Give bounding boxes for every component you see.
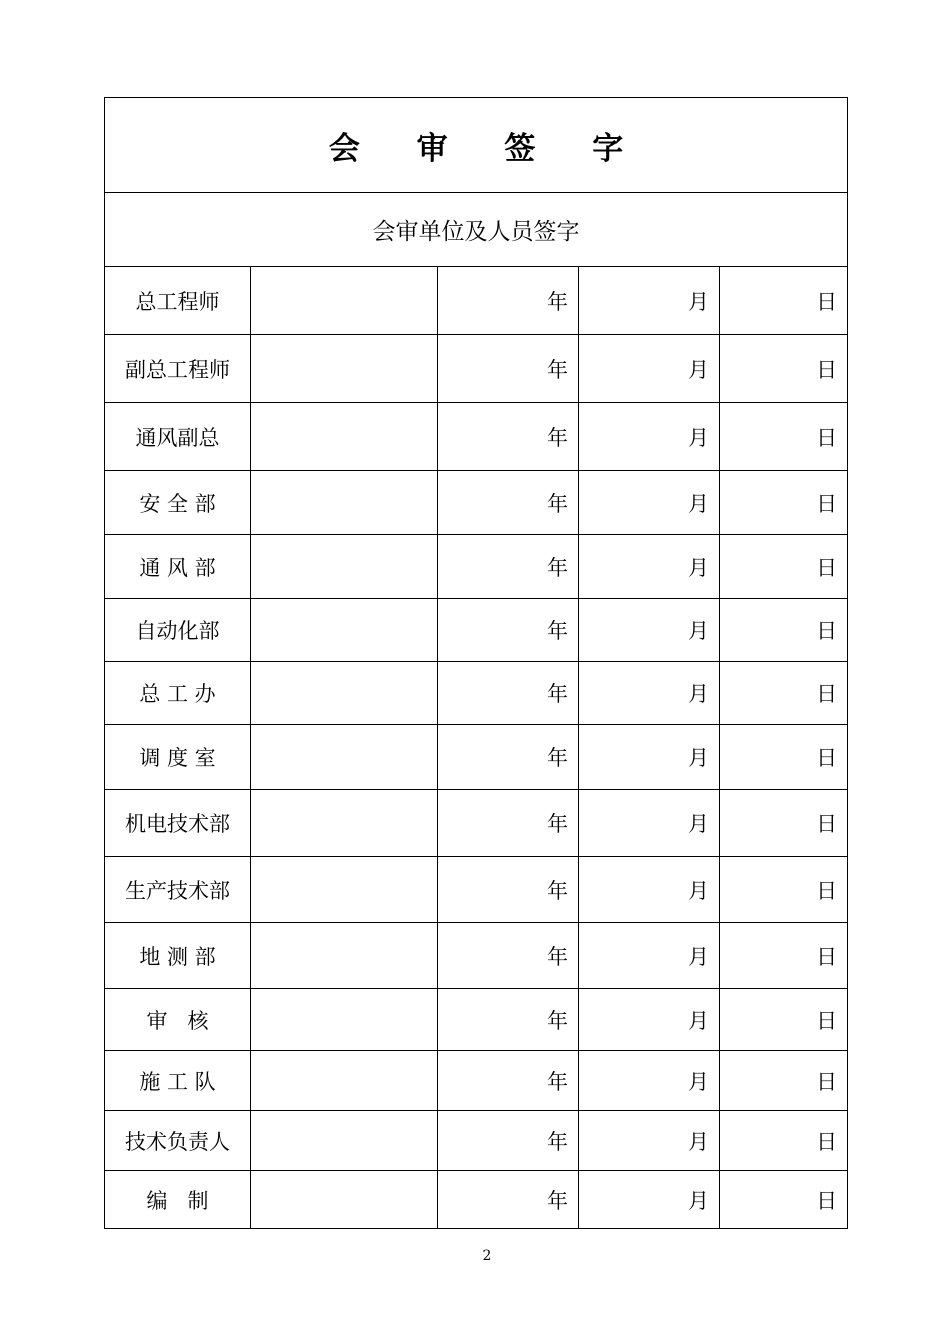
day-cell[interactable]: 日 bbox=[720, 989, 848, 1051]
year-cell[interactable]: 年 bbox=[438, 790, 579, 857]
year-cell[interactable]: 年 bbox=[438, 267, 579, 335]
year-cell[interactable]: 年 bbox=[438, 923, 579, 989]
department-label: 总 工 办 bbox=[105, 662, 251, 725]
signature-field[interactable] bbox=[251, 662, 438, 725]
month-cell[interactable]: 月 bbox=[579, 599, 720, 662]
department-label: 安 全 部 bbox=[105, 471, 251, 535]
month-cell[interactable]: 月 bbox=[579, 535, 720, 599]
signature-row bbox=[105, 471, 848, 535]
year-cell[interactable]: 年 bbox=[438, 599, 579, 662]
year-cell[interactable]: 年 bbox=[438, 1171, 579, 1229]
signature-field[interactable] bbox=[251, 471, 438, 535]
month-cell[interactable]: 月 bbox=[579, 923, 720, 989]
signature-row bbox=[105, 1111, 848, 1171]
page-number: 2 bbox=[482, 1248, 492, 1264]
signature-field[interactable] bbox=[251, 335, 438, 403]
day-cell[interactable]: 日 bbox=[720, 923, 848, 989]
signature-row bbox=[105, 857, 848, 923]
section-subtitle: 会审单位及人员签字 bbox=[105, 193, 848, 267]
department-label: 地 测 部 bbox=[105, 923, 251, 989]
signature-field[interactable] bbox=[251, 790, 438, 857]
year-cell[interactable]: 年 bbox=[438, 662, 579, 725]
signature-field[interactable] bbox=[251, 989, 438, 1051]
day-cell[interactable]: 日 bbox=[720, 662, 848, 725]
department-label: 技术负责人 bbox=[105, 1111, 251, 1171]
month-cell[interactable]: 月 bbox=[579, 790, 720, 857]
signature-row bbox=[105, 989, 848, 1051]
year-cell[interactable]: 年 bbox=[438, 335, 579, 403]
department-label: 生产技术部 bbox=[105, 857, 251, 923]
year-cell[interactable]: 年 bbox=[438, 1051, 579, 1111]
year-cell[interactable]: 年 bbox=[438, 471, 579, 535]
signature-field[interactable] bbox=[251, 267, 438, 335]
signature-row bbox=[105, 923, 848, 989]
signature-field[interactable] bbox=[251, 857, 438, 923]
signature-row bbox=[105, 267, 848, 335]
year-cell[interactable]: 年 bbox=[438, 989, 579, 1051]
year-cell[interactable]: 年 bbox=[438, 857, 579, 923]
department-label: 审 核 bbox=[105, 989, 251, 1051]
title-row bbox=[105, 98, 848, 193]
day-cell[interactable]: 日 bbox=[720, 267, 848, 335]
day-cell[interactable]: 日 bbox=[720, 403, 848, 471]
day-cell[interactable]: 日 bbox=[720, 599, 848, 662]
month-cell[interactable]: 月 bbox=[579, 662, 720, 725]
day-cell[interactable]: 日 bbox=[720, 335, 848, 403]
department-label: 调 度 室 bbox=[105, 725, 251, 790]
signature-field[interactable] bbox=[251, 1051, 438, 1111]
department-label: 机电技术部 bbox=[105, 790, 251, 857]
signature-row bbox=[105, 662, 848, 725]
department-label: 施 工 队 bbox=[105, 1051, 251, 1111]
month-cell[interactable]: 月 bbox=[579, 989, 720, 1051]
day-cell[interactable]: 日 bbox=[720, 471, 848, 535]
month-cell[interactable]: 月 bbox=[579, 471, 720, 535]
day-cell[interactable]: 日 bbox=[720, 725, 848, 790]
signature-table bbox=[104, 97, 848, 1229]
day-cell[interactable]: 日 bbox=[720, 1111, 848, 1171]
year-cell[interactable]: 年 bbox=[438, 403, 579, 471]
month-cell[interactable]: 月 bbox=[579, 1051, 720, 1111]
day-cell[interactable]: 日 bbox=[720, 790, 848, 857]
signature-row bbox=[105, 725, 848, 790]
subtitle-row bbox=[105, 193, 848, 267]
signature-row bbox=[105, 535, 848, 599]
department-label: 总工程师 bbox=[105, 267, 251, 335]
month-cell[interactable]: 月 bbox=[579, 857, 720, 923]
signature-field[interactable] bbox=[251, 923, 438, 989]
page-title: 会 审 签 字 bbox=[105, 98, 848, 193]
year-cell[interactable]: 年 bbox=[438, 1111, 579, 1171]
signature-field[interactable] bbox=[251, 1171, 438, 1229]
signature-row bbox=[105, 1171, 848, 1229]
signature-field[interactable] bbox=[251, 599, 438, 662]
department-label: 自动化部 bbox=[105, 599, 251, 662]
signature-field[interactable] bbox=[251, 403, 438, 471]
department-label: 副总工程师 bbox=[105, 335, 251, 403]
department-label: 通风副总 bbox=[105, 403, 251, 471]
day-cell[interactable]: 日 bbox=[720, 1051, 848, 1111]
year-cell[interactable]: 年 bbox=[438, 535, 579, 599]
month-cell[interactable]: 月 bbox=[579, 335, 720, 403]
month-cell[interactable]: 月 bbox=[579, 1171, 720, 1229]
signature-row bbox=[105, 403, 848, 471]
signature-field[interactable] bbox=[251, 1111, 438, 1171]
signature-field[interactable] bbox=[251, 725, 438, 790]
month-cell[interactable]: 月 bbox=[579, 267, 720, 335]
signature-row bbox=[105, 599, 848, 662]
day-cell[interactable]: 日 bbox=[720, 535, 848, 599]
signature-row bbox=[105, 335, 848, 403]
month-cell[interactable]: 月 bbox=[579, 403, 720, 471]
signature-row bbox=[105, 1051, 848, 1111]
department-label: 编 制 bbox=[105, 1171, 251, 1229]
month-cell[interactable]: 月 bbox=[579, 725, 720, 790]
month-cell[interactable]: 月 bbox=[579, 1111, 720, 1171]
signature-field[interactable] bbox=[251, 535, 438, 599]
day-cell[interactable]: 日 bbox=[720, 1171, 848, 1229]
day-cell[interactable]: 日 bbox=[720, 857, 848, 923]
signature-row bbox=[105, 790, 848, 857]
department-label: 通 风 部 bbox=[105, 535, 251, 599]
year-cell[interactable]: 年 bbox=[438, 725, 579, 790]
